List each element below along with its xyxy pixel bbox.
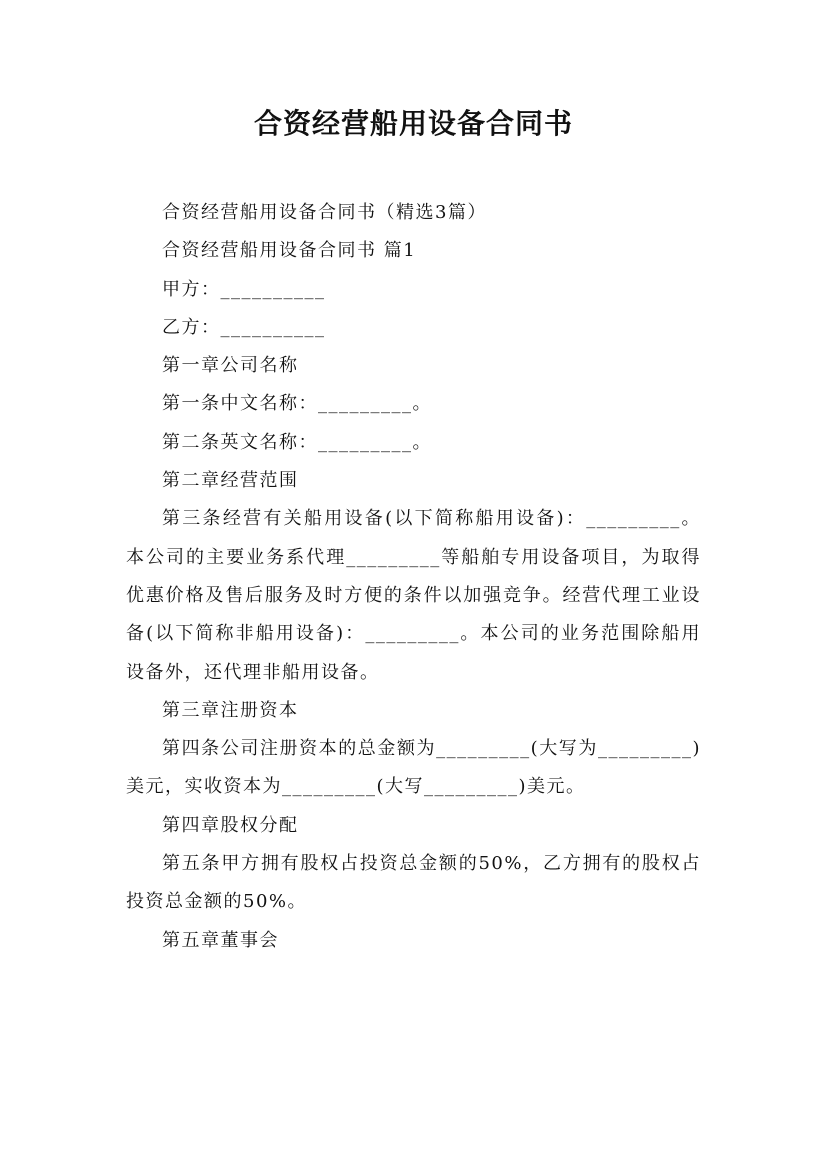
article-paragraph: 第五条甲方拥有股权占投资总金额的50%，乙方拥有的股权占投资总金额的50%。 [126, 853, 701, 913]
chapter-heading: 第五章董事会 [162, 929, 279, 951]
paragraph-party-b: 乙方：__________ [162, 316, 326, 338]
paragraph-party-a: 甲方：__________ [162, 278, 326, 300]
chapter-heading: 第四章股权分配 [162, 814, 299, 836]
chapter-heading: 第二章经营范围 [162, 470, 299, 492]
article-paragraph: 第一条中文名称：_________。 [162, 393, 432, 415]
document-title: 合资经营船用设备合同书 [253, 107, 573, 140]
chapter-heading: 第三章注册资本 [162, 699, 299, 721]
article-paragraph: 第四条公司注册资本的总金额为_________(大写为_________)美元，实收资本为_________(大写_________)美元。 [126, 738, 701, 798]
chapter-heading: 第一章公司名称 [162, 355, 299, 377]
paragraph-subtitle: 合资经营船用设备合同书（精选3篇） [162, 202, 487, 223]
article-paragraph: 第三条经营有关船用设备(以下简称船用设备)：_________。本公司的主要业务系代理_________等船舶专用设备项目，为取得优惠价格及售后服务及时方便的条件以加强竞争。经营代理工业设备(以下简称非船用设备)：_________。本公司的业务范围除船用设备外，还代理非船用设备。 [126, 508, 701, 683]
document-body [126, 194, 701, 960]
article-paragraph: 第二条英文名称：_________。 [162, 431, 432, 453]
paragraph-section-heading: 合资经营船用设备合同书 篇1 [162, 240, 417, 262]
